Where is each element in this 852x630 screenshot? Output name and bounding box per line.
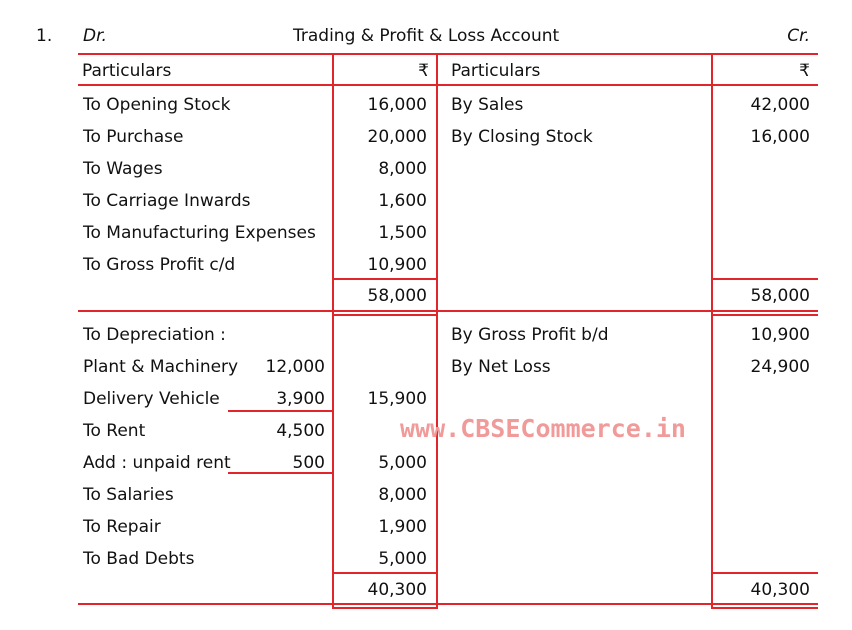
ledger-amount: 16,000 xyxy=(367,95,427,115)
ledger-label: To Purchase xyxy=(83,127,184,147)
pl-total-double-rule-left xyxy=(333,607,437,609)
column-header-particulars-left: Particulars xyxy=(82,61,172,81)
ledger-label: By Sales xyxy=(451,95,524,115)
ledger-label: By Gross Profit b/d xyxy=(451,325,609,345)
ledger-sub-amount: 3,900 xyxy=(276,389,325,409)
trading-total-bottom-rule xyxy=(78,310,818,312)
pl-total-top-rule-left xyxy=(333,572,437,574)
ledger-amount: 1,600 xyxy=(378,191,427,211)
ledger-amount: 20,000 xyxy=(367,127,427,147)
right-column-divider xyxy=(711,53,713,609)
question-number: 1. xyxy=(36,26,53,46)
ledger-label: To Manufacturing Expenses xyxy=(83,223,316,243)
trading-total-debit: 58,000 xyxy=(367,286,427,306)
pl-total-credit: 40,300 xyxy=(750,580,810,600)
watermark: www.CBSECommerce.in xyxy=(400,414,686,443)
ledger-sub-amount: 12,000 xyxy=(265,357,325,377)
ledger-label: By Closing Stock xyxy=(451,127,593,147)
trading-total-credit: 58,000 xyxy=(750,286,810,306)
ledger-amount: 42,000 xyxy=(750,95,810,115)
ledger-label: To Repair xyxy=(83,517,161,537)
ledger-amount: 10,900 xyxy=(367,255,427,275)
ledger-label: Add : unpaid rent xyxy=(83,453,231,473)
ledger-amount: 1,500 xyxy=(378,223,427,243)
ledger-label: By Net Loss xyxy=(451,357,551,377)
trading-total-top-rule-right xyxy=(712,278,818,280)
pl-total-debit: 40,300 xyxy=(367,580,427,600)
trading-total-double-rule-left xyxy=(333,314,437,316)
debit-marker: Dr. xyxy=(83,26,107,46)
ledger-label: To Gross Profit c/d xyxy=(83,255,236,275)
ledger-amount: 15,900 xyxy=(367,389,427,409)
pl-total-top-rule-right xyxy=(712,572,818,574)
ledger-label: Delivery Vehicle xyxy=(83,389,220,409)
pl-total-double-rule-right xyxy=(712,607,818,609)
ledger-sub-amount: 4,500 xyxy=(276,421,325,441)
ledger-sub-amount: 500 xyxy=(292,453,325,473)
column-header-amount-right: ₹ xyxy=(799,61,810,81)
ledger-amount: 5,000 xyxy=(378,453,427,473)
ledger-label: To Wages xyxy=(83,159,163,179)
ledger-label: Plant & Machinery xyxy=(83,357,239,377)
trading-total-double-rule-right xyxy=(712,314,818,316)
center-column-divider xyxy=(436,53,438,609)
ledger-amount: 24,900 xyxy=(750,357,810,377)
account-title: Trading & Profit & Loss Account xyxy=(293,26,560,46)
ledger-amount: 8,000 xyxy=(378,485,427,505)
ledger-label: To Salaries xyxy=(83,485,174,505)
credit-marker: Cr. xyxy=(787,26,810,46)
ledger-amount: 8,000 xyxy=(378,159,427,179)
trading-total-top-rule-left xyxy=(333,278,437,280)
ledger-label: To Carriage Inwards xyxy=(83,191,251,211)
column-header-particulars-right: Particulars xyxy=(451,61,541,81)
ledger-amount: 1,900 xyxy=(378,517,427,537)
table-top-rule xyxy=(78,53,818,55)
ledger-label: To Opening Stock xyxy=(83,95,231,115)
ledger-amount: 16,000 xyxy=(750,127,810,147)
pl-total-bottom-rule xyxy=(78,603,818,605)
ledger-amount: 10,900 xyxy=(750,325,810,345)
ledger-label: To Bad Debts xyxy=(83,549,195,569)
ledger-label: To Rent xyxy=(83,421,146,441)
left-column-divider xyxy=(332,53,334,609)
ledger-amount: 5,000 xyxy=(378,549,427,569)
column-header-amount-left: ₹ xyxy=(418,61,429,81)
header-bottom-rule xyxy=(78,84,818,86)
depreciation-subtotal-rule xyxy=(228,410,332,412)
ledger-label: To Depreciation : xyxy=(83,325,226,345)
